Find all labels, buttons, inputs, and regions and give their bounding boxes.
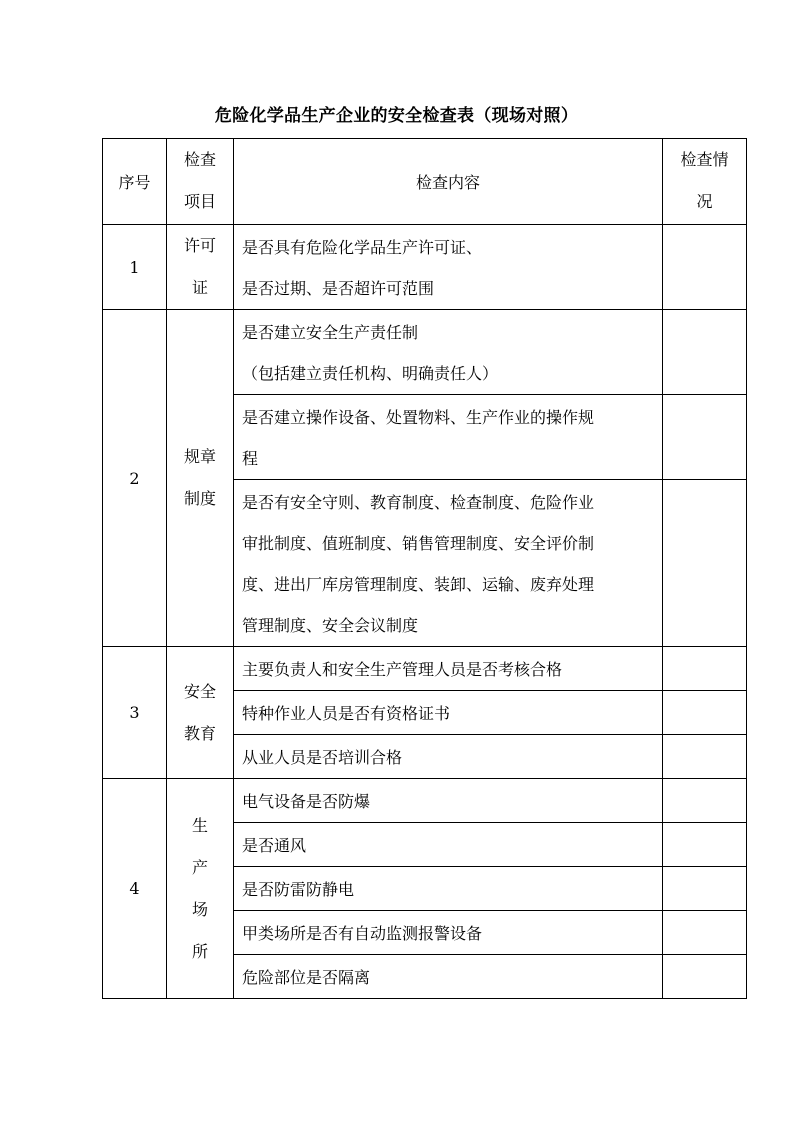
section-item: 规章制度 — [167, 310, 234, 647]
header-seq: 序号 — [103, 139, 167, 225]
safety-inspection-table — [102, 138, 747, 999]
check-content — [234, 480, 663, 647]
check-content: 危险部位是否隔离 — [234, 955, 663, 999]
table-row — [103, 225, 747, 310]
check-status-cell[interactable] — [663, 867, 747, 911]
check-status-cell[interactable] — [663, 911, 747, 955]
table-header-row — [103, 139, 747, 225]
check-status-cell[interactable] — [663, 395, 747, 480]
section-seq: 3 — [103, 647, 167, 779]
section-item: 许可证 — [167, 225, 234, 310]
content-line: （包括建立责任机构、明确责任人） — [242, 364, 499, 383]
check-content — [234, 310, 663, 395]
check-content — [234, 395, 663, 480]
table-row — [103, 647, 747, 691]
header-item: 检查项目 — [167, 139, 234, 225]
document-title: 危险化学品生产企业的安全检查表（现场对照） — [214, 106, 579, 126]
content-line: 是否建立安全生产责任制 — [242, 323, 419, 342]
section-item: 安全教育 — [167, 647, 234, 779]
check-status-cell[interactable] — [663, 955, 747, 999]
check-content: 甲类场所是否有自动监测报警设备 — [234, 911, 663, 955]
check-status-cell[interactable] — [663, 480, 747, 647]
header-content: 检查内容 — [234, 139, 663, 225]
check-status-cell[interactable] — [663, 691, 747, 735]
section-seq: 2 — [103, 310, 167, 647]
content-line: 是否具有危险化学品生产许可证、 — [242, 238, 483, 257]
check-content: 主要负责人和安全生产管理人员是否考核合格 — [234, 647, 663, 691]
header-status: 检查情况 — [663, 139, 747, 225]
content-line: 程 — [242, 449, 259, 468]
check-status-cell[interactable] — [663, 310, 747, 395]
content-line: 管理制度、安全会议制度 — [242, 616, 419, 635]
section-seq: 4 — [103, 779, 167, 999]
check-content — [234, 225, 663, 310]
content-line: 是否有安全守则、教育制度、检查制度、危险作业 — [242, 493, 595, 512]
check-content: 电气设备是否防爆 — [234, 779, 663, 823]
check-content: 是否通风 — [234, 823, 663, 867]
section-item: 生产场所 — [167, 779, 234, 999]
table-row — [103, 779, 747, 823]
check-status-cell[interactable] — [663, 823, 747, 867]
check-status-cell[interactable] — [663, 225, 747, 310]
check-status-cell[interactable] — [663, 647, 747, 691]
content-line: 是否过期、是否超许可范围 — [242, 279, 435, 298]
check-content: 从业人员是否培训合格 — [234, 735, 663, 779]
content-line: 审批制度、值班制度、销售管理制度、安全评价制 — [242, 534, 595, 553]
check-status-cell[interactable] — [663, 779, 747, 823]
check-status-cell[interactable] — [663, 735, 747, 779]
table-row — [103, 310, 747, 395]
content-line: 度、进出厂库房管理制度、装卸、运输、废弃处理 — [242, 575, 595, 594]
check-content: 是否防雷防静电 — [234, 867, 663, 911]
section-seq: 1 — [103, 225, 167, 310]
check-content: 特种作业人员是否有资格证书 — [234, 691, 663, 735]
content-line: 是否建立操作设备、处置物料、生产作业的操作规 — [242, 408, 595, 427]
